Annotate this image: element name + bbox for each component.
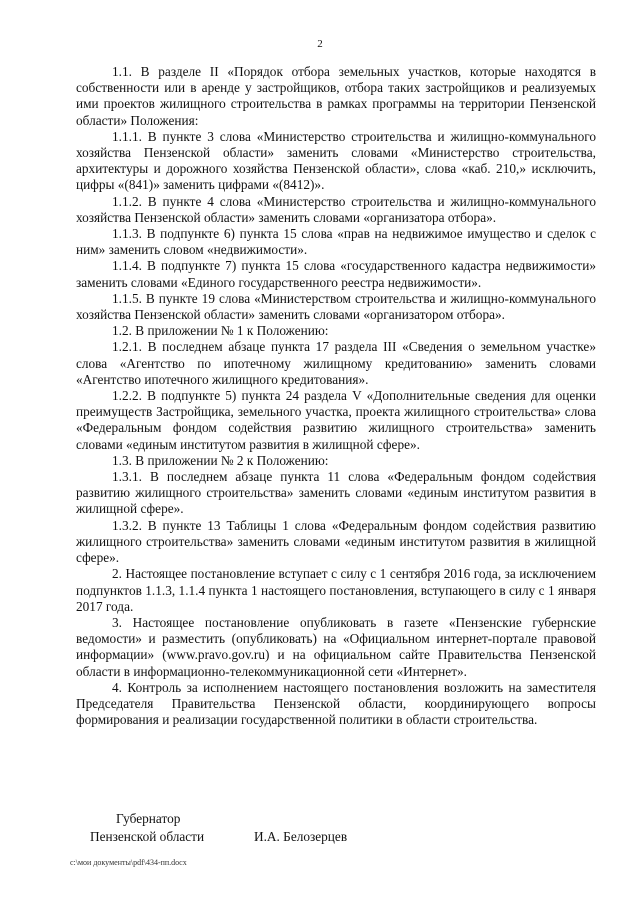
paragraph-1-1: 1.1. В разделе II «Порядок отбора земельных участков, которые находятся в собственности или в аренде у застройщиков, отбора таких застройщиков и реализуемых ими проектов жилищного строительства в рамках программы на территории Пензенской области» Положения: [76, 64, 596, 128]
paragraph-1-3-1: 1.3.1. В последнем абзаце пункта 11 слова «Федеральным фондом содействия развитию жилищного строительства» заменить словами «единым институтом развития в жилищной сфере». [76, 469, 596, 517]
paragraph-1-1-2: 1.1.2. В пункте 4 слова «Министерство строительства и жилищно-коммунального хозяйства Пензенской области» заменить словами «организатора отбора». [76, 193, 596, 225]
paragraph-1-1-1: 1.1.1. В пункте 3 слова «Министерство строительства и жилищно-коммунального хозяйства Пензенской области» заменить словами «Министерство строительства, архитектуры и дорожного хозяйства Пензенской области», слова «каб. 210,» исключить, цифры «(841)» заменить цифрами «(8412)». [76, 128, 596, 193]
footer-file-path: c:\мои документы\pdf\434-пп.docx [70, 858, 187, 867]
paragraph-1-2-1: 1.2.1. В последнем абзаце пункта 17 раздела III «Сведения о земельном участке» слова «Агентство по ипотечному жилищному кредитованию» заменить словами «Агентство ипотечного жилищного кредитования». [76, 339, 596, 387]
page-number: 2 [317, 38, 323, 50]
paragraph-1-3: 1.3. В приложении № 2 к Положению: [112, 452, 329, 468]
paragraph-1-2: 1.2. В приложении № 1 к Положению: [112, 323, 329, 339]
signer-title-line2: Пензенской области [90, 829, 205, 844]
paragraph-3: 3. Настоящее постановление опубликовать в газете «Пензенские губернские ведомости» и разместить (опубликовать) на «Официальном интернет-портале правовой информации» (www.pravo.gov.ru) и на официальном сайте Правительства Пензенской области в информационно-телекоммуникационной сети «Интернет». [76, 614, 596, 679]
paragraph-4: 4. Контроль за исполнением настоящего постановления возложить на заместителя Председателя Правительства Пензенской области, координирующего вопросы формирования и реализации государственной политики в области строительства. [76, 679, 596, 728]
document-body [76, 64, 596, 728]
paragraph-1-2-2: 1.2.2. В подпункте 5) пункта 24 раздела V «Дополнительные сведения для оценки преимуществ Застройщика, земельного участка, проекта жилищного строительства» слова «Федеральным фондом содействия развитию жилищного строительства» заменить словами «единым институтом развития в жилищной сфере». [76, 388, 596, 452]
paragraph-2: 2. Настоящее постановление вступает с силу с 1 сентября 2016 года, за исключением подпунктов 1.1.3, 1.1.4 пункта 1 настоящего постановления, вступающего в силу с 1 января 2017 года. [76, 566, 596, 614]
paragraph-1-1-4: 1.1.4. В подпункте 7) пункта 15 слова «государственного кадастра недвижимости» заменить словами «Единого государственного реестра недвижимости». [76, 258, 596, 290]
paragraph-1-1-3: 1.1.3. В подпункте 6) пункта 15 слова «прав на недвижимое имущество и сделок с ним» заменить словом «недвижимости». [76, 226, 596, 258]
signer-name: И.А. Белозерцев [254, 829, 348, 844]
paragraph-1-1-5: 1.1.5. В пункте 19 слова «Министерством строительства и жилищно-коммунального хозяйства Пензенской области» заменить словами «организатором отбора». [76, 290, 596, 323]
signer-title-line1: Губернатор [116, 811, 181, 826]
paragraph-1-3-2: 1.3.2. В пункте 13 Таблицы 1 слова «Федеральным фондом содействия развитию жилищного строительства» заменить словами «единым институтом развития в жилищной сфере». [76, 517, 596, 566]
